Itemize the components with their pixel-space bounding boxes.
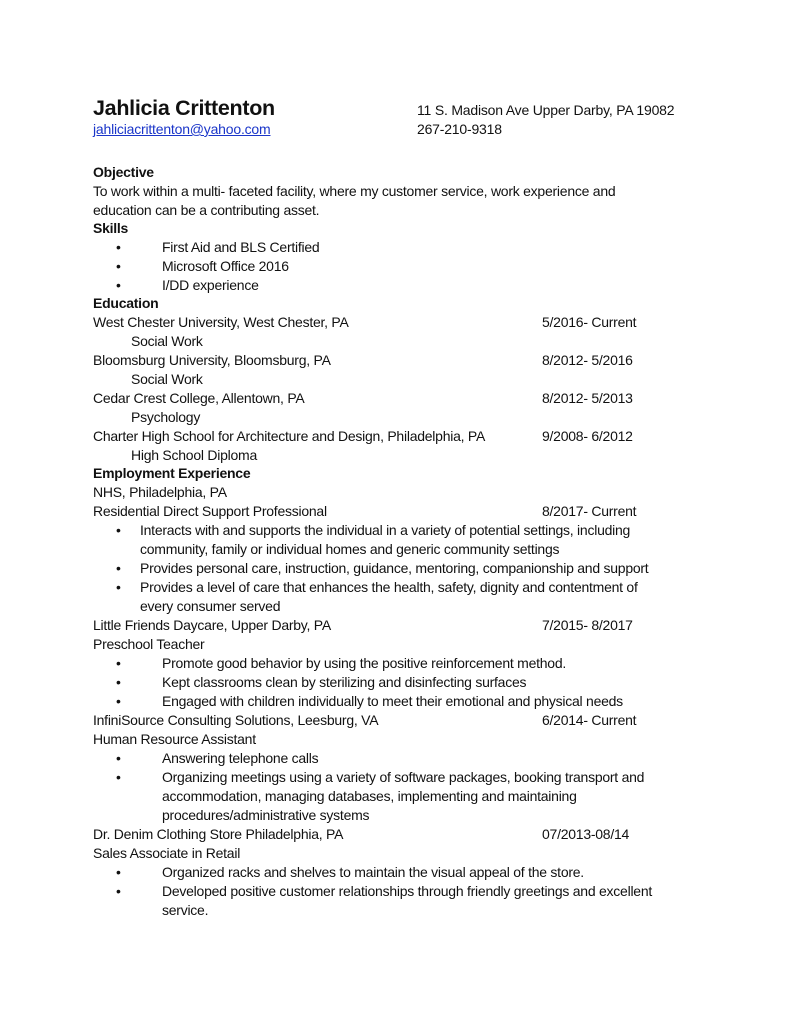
bullet-icon: • — [116, 864, 121, 880]
job-dates: 6/2014- Current — [542, 712, 637, 728]
employment-heading: Employment Experience — [93, 465, 251, 481]
education-dates: 5/2016- Current — [542, 314, 637, 330]
job-bullet-line: Kept classrooms clean by sterilizing and disinfecting surfaces — [162, 674, 527, 690]
job-employer: InfiniSource Consulting Solutions, Leesburg, VA — [93, 712, 379, 728]
job-employer: Dr. Denim Clothing Store Philadelphia, PA — [93, 826, 344, 842]
job-bullet-line: Engaged with children individually to meet their emotional and physical needs — [162, 693, 623, 709]
bullet-icon: • — [116, 277, 121, 293]
education-school: Bloomsburg University, Bloomsburg, PA — [93, 352, 331, 368]
job-bullet-line: community, family or individual homes and generic community settings — [140, 541, 560, 557]
objective-text-line: To work within a multi- faceted facility, where my customer service, work experience and — [93, 183, 616, 199]
job-bullet-line: Developed positive customer relationships through friendly greetings and excellent — [162, 883, 653, 899]
job-bullet-line: every consumer served — [140, 598, 281, 614]
phone-number: 267-210-9318 — [417, 121, 502, 137]
job-title: Residential Direct Support Professional — [93, 503, 327, 519]
job-dates: 07/2013-08/14 — [542, 826, 630, 842]
bullet-icon: • — [116, 769, 121, 785]
job-title: Sales Associate in Retail — [93, 845, 241, 861]
job-employer: Little Friends Daycare, Upper Darby, PA — [93, 617, 331, 633]
job-bullet-line: Provides a level of care that enhances the health, safety, dignity and contentment of — [140, 579, 638, 595]
education-school: West Chester University, West Chester, PA — [93, 314, 349, 330]
job-employer: NHS, Philadelphia, PA — [93, 484, 227, 500]
job-bullet-line: Promote good behavior by using the positive reinforcement method. — [162, 655, 566, 671]
education-dates: 8/2012- 5/2013 — [542, 390, 633, 406]
skills-heading: Skills — [93, 220, 129, 236]
bullet-icon: • — [116, 693, 121, 709]
bullet-icon: • — [116, 674, 121, 690]
job-dates: 7/2015- 8/2017 — [542, 617, 633, 633]
bullet-icon: • — [116, 560, 121, 576]
objective-text-line: education can be a contributing asset. — [93, 202, 320, 218]
education-school: Cedar Crest College, Allentown, PA — [93, 390, 305, 406]
education-field: Social Work — [131, 371, 203, 387]
job-bullet-line: Answering telephone calls — [162, 750, 319, 766]
education-field: High School Diploma — [131, 447, 257, 463]
bullet-icon: • — [116, 655, 121, 671]
bullet-icon: • — [116, 579, 121, 595]
job-bullet-line: service. — [162, 902, 209, 918]
education-school: Charter High School for Architecture and Design, Philadelphia, PA — [93, 428, 486, 444]
job-bullet-line: accommodation, managing databases, implementing and maintaining — [162, 788, 577, 804]
education-field: Psychology — [131, 409, 201, 425]
education-dates: 8/2012- 5/2016 — [542, 352, 633, 368]
job-dates: 8/2017- Current — [542, 503, 637, 519]
job-bullet-line: Interacts with and supports the individual in a variety of potential settings, including — [140, 522, 631, 538]
skill-item: Microsoft Office 2016 — [162, 258, 289, 274]
bullet-icon: • — [116, 883, 121, 899]
skill-item: First Aid and BLS Certified — [162, 239, 320, 255]
job-title: Preschool Teacher — [93, 636, 205, 652]
bullet-icon: • — [116, 258, 121, 274]
bullet-icon: • — [116, 750, 121, 766]
job-bullet-line: procedures/administrative systems — [162, 807, 370, 823]
bullet-icon: • — [116, 522, 121, 538]
skill-item: I/DD experience — [162, 277, 259, 293]
objective-heading: Objective — [93, 164, 154, 180]
candidate-name: Jahlicia Crittenton — [93, 96, 275, 120]
job-bullet-line: Organized racks and shelves to maintain the visual appeal of the store. — [162, 864, 584, 880]
job-bullet-line: Organizing meetings using a variety of software packages, booking transport and — [162, 769, 645, 785]
bullet-icon: • — [116, 239, 121, 255]
job-bullet-line: Provides personal care, instruction, guidance, mentoring, companionship and support — [140, 560, 649, 576]
job-title: Human Resource Assistant — [93, 731, 256, 747]
email-link[interactable]: jahliciacrittenton@yahoo.com — [93, 121, 271, 137]
education-heading: Education — [93, 295, 159, 311]
education-dates: 9/2008- 6/2012 — [542, 428, 633, 444]
address: 11 S. Madison Ave Upper Darby, PA 19082 — [417, 102, 675, 118]
education-field: Social Work — [131, 333, 203, 349]
